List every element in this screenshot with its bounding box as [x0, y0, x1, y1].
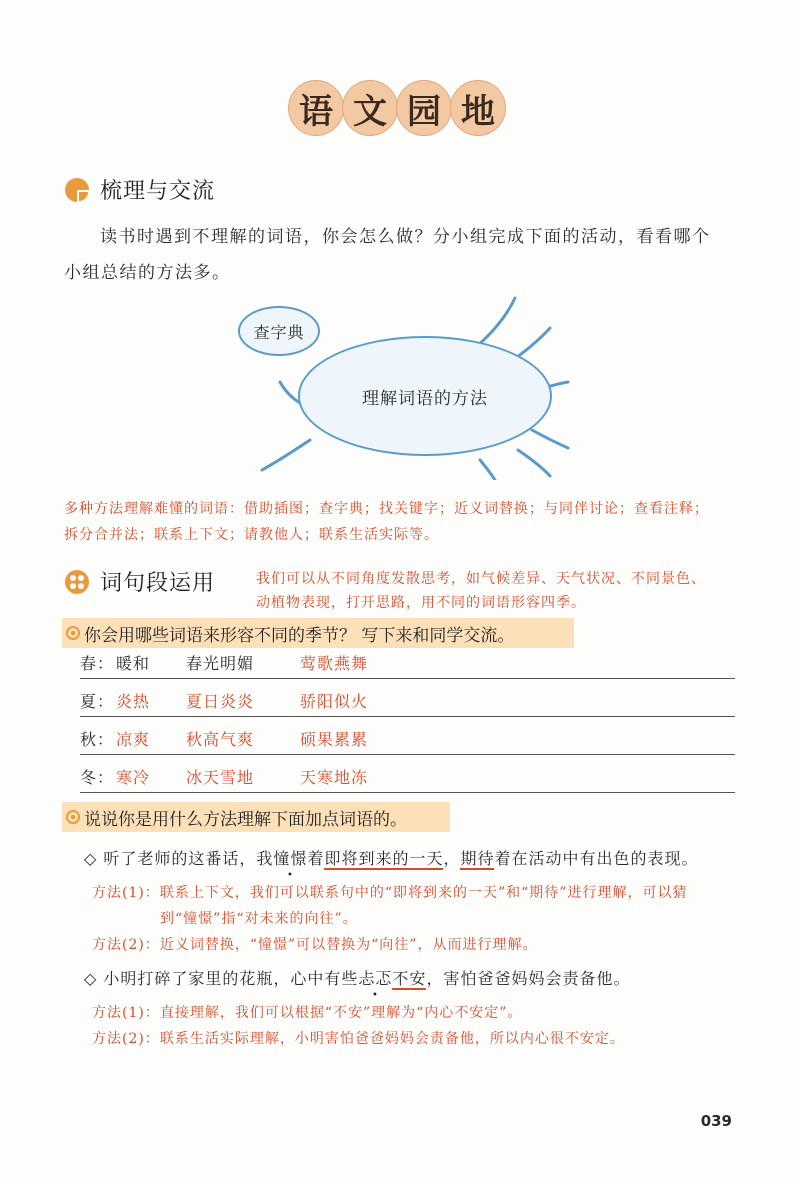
method2-line1: 方法(1)：直接理解，我们可以根据“不安”理解为“内心不安定”。: [92, 1005, 523, 1021]
season-label: 秋：: [80, 730, 115, 749]
film-reel-icon: [64, 569, 90, 595]
task1-text: 你会用哪些词语来形容不同的季节？ 写下来和同学交流。: [84, 625, 515, 646]
season-row-winter: [80, 758, 735, 793]
season-label: 夏：: [80, 692, 115, 711]
sentence-text: ◇ 听了老师的这番话，我: [84, 849, 274, 868]
section2-note-line2: 动植物表现，打开思路，用不同的词语形容四季。: [256, 595, 586, 611]
season-word: 骄阳似火: [300, 692, 369, 711]
section2-header: [64, 566, 215, 597]
sentence-text: ，害怕爸爸妈妈会责备他。: [426, 969, 631, 988]
title-char: 语: [288, 80, 344, 136]
season-row-summer: [80, 682, 735, 717]
title-char: 文: [342, 80, 398, 136]
season-word: 天寒地冻: [300, 768, 369, 787]
section1-para-line1: 读书时遇到不理解的词语，你会怎么做？分小组完成下面的活动，看看哪个: [100, 227, 711, 247]
section1-note-line1: 多种方法理解难懂的词语：借助插图；查字典；找关键字；近义词替换；与同伴讨论；查看注释；: [64, 501, 709, 517]
method1-line3: 方法(2)：近义词替换，“憧憬”可以替换为“向往”，从而进行理解。: [92, 937, 538, 953]
season-word: 凉爽: [116, 730, 151, 749]
page-title: [288, 80, 504, 136]
section1-title: 梳理与交流: [100, 179, 216, 204]
season-word: 寒冷: [116, 768, 151, 787]
quarter-circle-icon: [64, 177, 90, 203]
task2-text: 说说你是用什么方法理解下面加点词语的。: [84, 809, 407, 830]
season-row-autumn: [80, 720, 735, 755]
season-word: 炎热: [116, 692, 151, 711]
season-word: 春光明媚: [186, 654, 255, 673]
bullet-icon: [66, 626, 80, 640]
season-label: 冬：: [80, 768, 115, 787]
mindmap-node: 查字典: [238, 306, 320, 356]
mindmap-center: 理解词语的方法: [298, 336, 552, 456]
season-word: 秋高气爽: [186, 730, 255, 749]
section2-title: 词句段运用: [100, 571, 216, 596]
method1-line2: 到“憧憬”指“对未来的向往”。: [160, 911, 358, 927]
season-word: 莺歌燕舞: [300, 654, 369, 673]
sentence-text: ◇ 小明打碎了家里的花瓶，心中有些: [84, 969, 359, 988]
title-char: 地: [450, 80, 506, 136]
task2-bar: [62, 802, 450, 832]
section1-para-line2: 小组总结的方法多。: [64, 263, 231, 283]
section1-header: [64, 174, 215, 205]
section1-note-line2: 拆分合并法；联系上下文；请教他人；联系生活实际等。: [64, 527, 439, 543]
season-label: 春：: [80, 654, 115, 673]
page-number: 039: [700, 1112, 732, 1130]
sentence-text: 着: [307, 849, 325, 868]
dotted-word: 憧憬: [273, 849, 308, 868]
underlined-phrase: 即将到来的一天: [324, 849, 444, 868]
title-char: 园: [396, 80, 452, 136]
sentence2: [84, 966, 630, 989]
sentence-text: 着在活动中有出色的表现。: [494, 849, 699, 868]
method2-line2: 方法(2)：联系生活实际理解，小明害怕爸爸妈妈会责备他，所以内心很不安定。: [92, 1031, 625, 1047]
season-word: 冰天雪地: [186, 768, 255, 787]
bullet-icon: [66, 810, 80, 824]
method1-line1: 方法(1)：联系上下文，我们可以联系句中的“即将到来的一天”和“期待”进行理解，可以猜: [92, 885, 688, 901]
season-word: 暖和: [116, 654, 151, 673]
underlined-phrase: 期待: [460, 849, 495, 868]
season-row-spring: [80, 644, 735, 679]
season-word: 硕果累累: [300, 730, 369, 749]
dotted-word: 忐忑: [358, 969, 393, 988]
season-word: 夏日炎炎: [186, 692, 255, 711]
sentence1: [84, 846, 699, 869]
underlined-phrase: 不安: [392, 969, 427, 988]
sentence-text: ，: [443, 849, 461, 868]
section2-note-line1: 我们可以从不同角度发散思考，如气候差异、天气状况、不同景色、: [256, 571, 706, 587]
